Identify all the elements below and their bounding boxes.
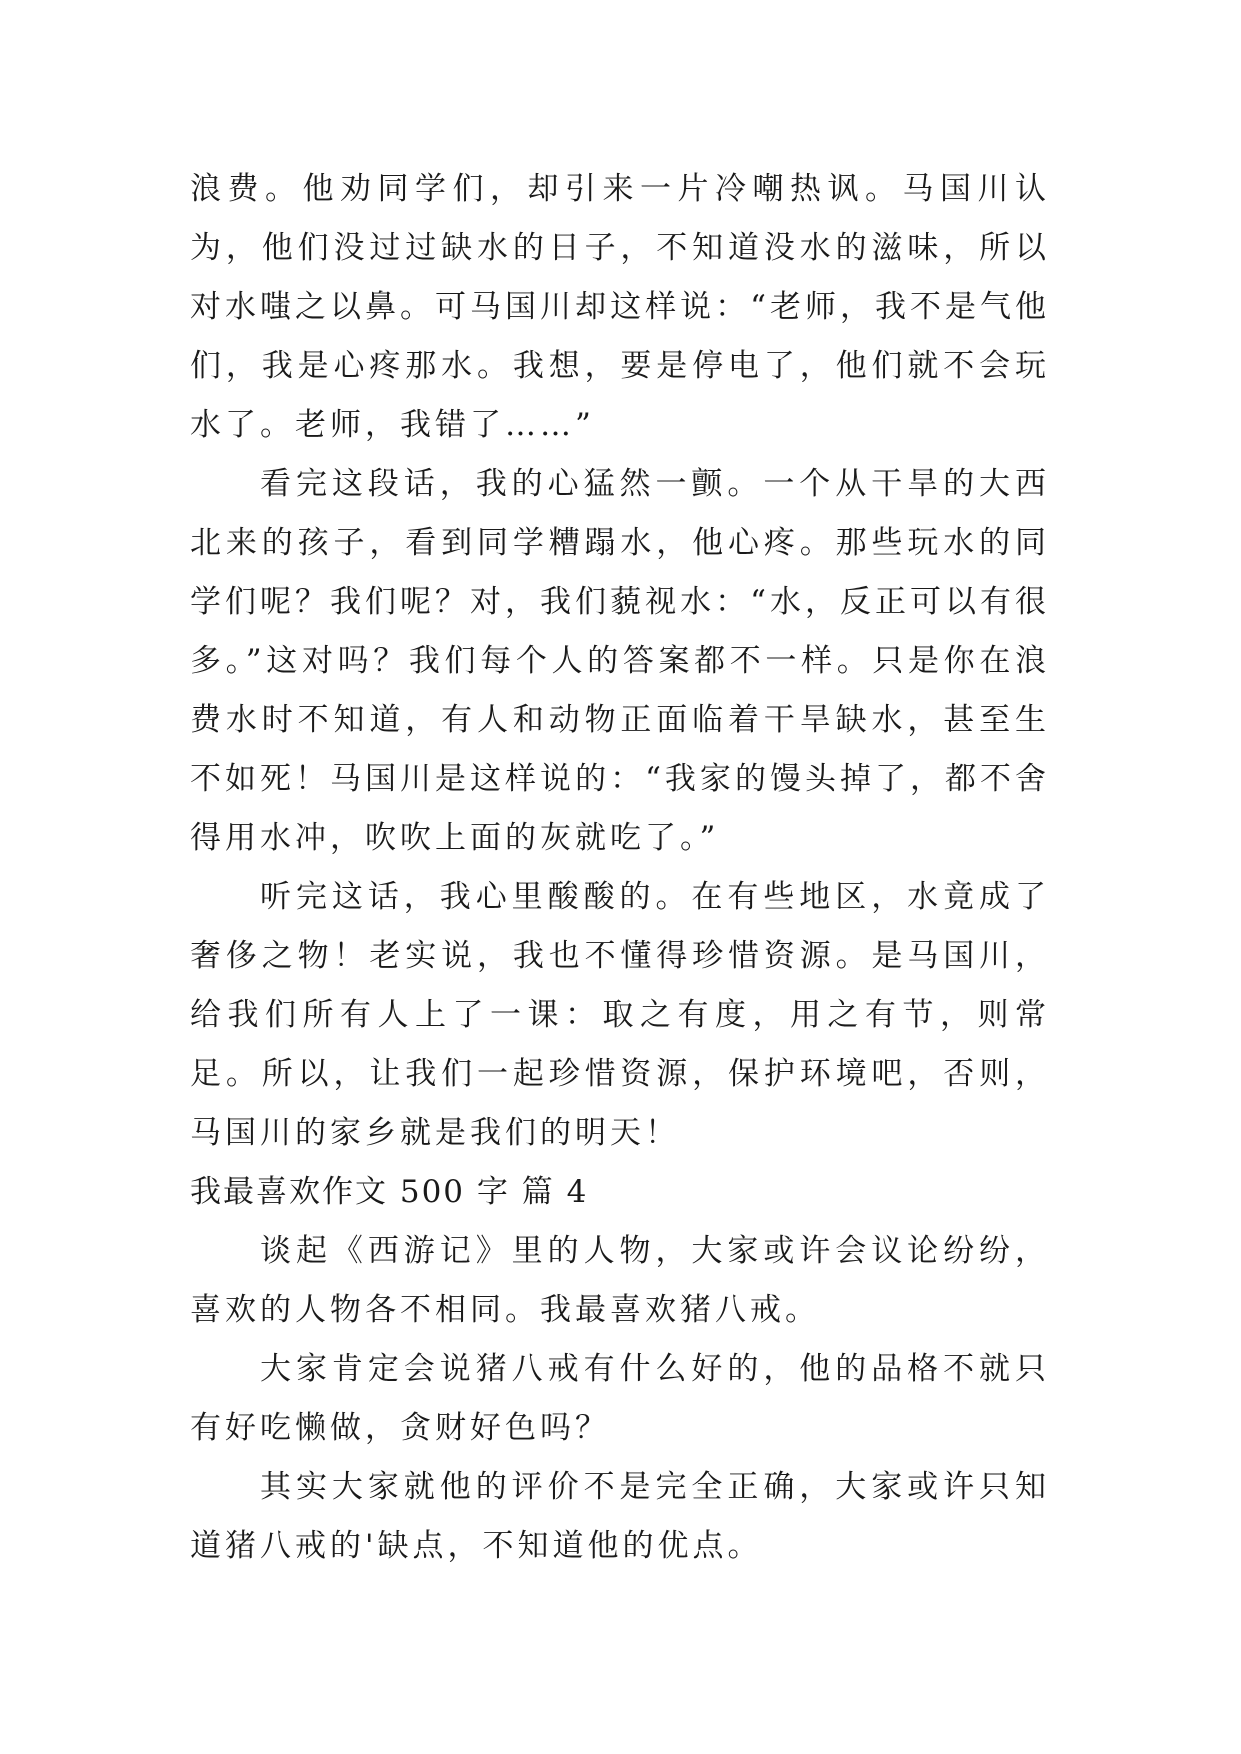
section-heading: 我最喜欢作文 500 字 篇 4	[190, 1174, 589, 1210]
document-body	[190, 160, 1050, 1576]
paragraph: 听完这话，我心里酸酸的。在有些地区，水竟成了奢侈之物！老实说，我也不懂得珍惜资源。是马国川，给我们所有人上了一课：取之有度，用之有节，则常足。所以，让我们一起珍惜资源，保护环境吧，否则，马国川的家乡就是我们的明天！	[190, 879, 1050, 1151]
paragraph-continuation: 浪费。他劝同学们，却引来一片冷嘲热讽。马国川认为，他们没过过缺水的日子，不知道没水的滋味，所以对水嗤之以鼻。可马国川却这样说：“老师，我不是气他们，我是心疼那水。我想，要是停电了，他们就不会玩水了。老师，我错了……”	[190, 171, 1050, 443]
paragraph: 看完这段话，我的心猛然一颤。一个从干旱的大西北来的孩子，看到同学糟蹋水，他心疼。那些玩水的同学们呢？我们呢？对，我们藐视水：“水，反正可以有很多。”这对吗？我们每个人的答案都不一样。只是你在浪费水时不知道，有人和动物正面临着干旱缺水，甚至生不如死！马国川是这样说的：“我家的馒头掉了，都不舍得用水冲，吹吹上面的灰就吃了。”	[190, 466, 1050, 856]
paragraph: 其实大家就他的评价不是完全正确，大家或许只知道猪八戒的'缺点，不知道他的优点。	[190, 1469, 1050, 1564]
paragraph: 谈起《西游记》里的人物，大家或许会议论纷纷，喜欢的人物各不相同。我最喜欢猪八戒。	[190, 1233, 1050, 1328]
paragraph: 大家肯定会说猪八戒有什么好的，他的品格不就只有好吃懒做，贪财好色吗？	[190, 1351, 1050, 1446]
